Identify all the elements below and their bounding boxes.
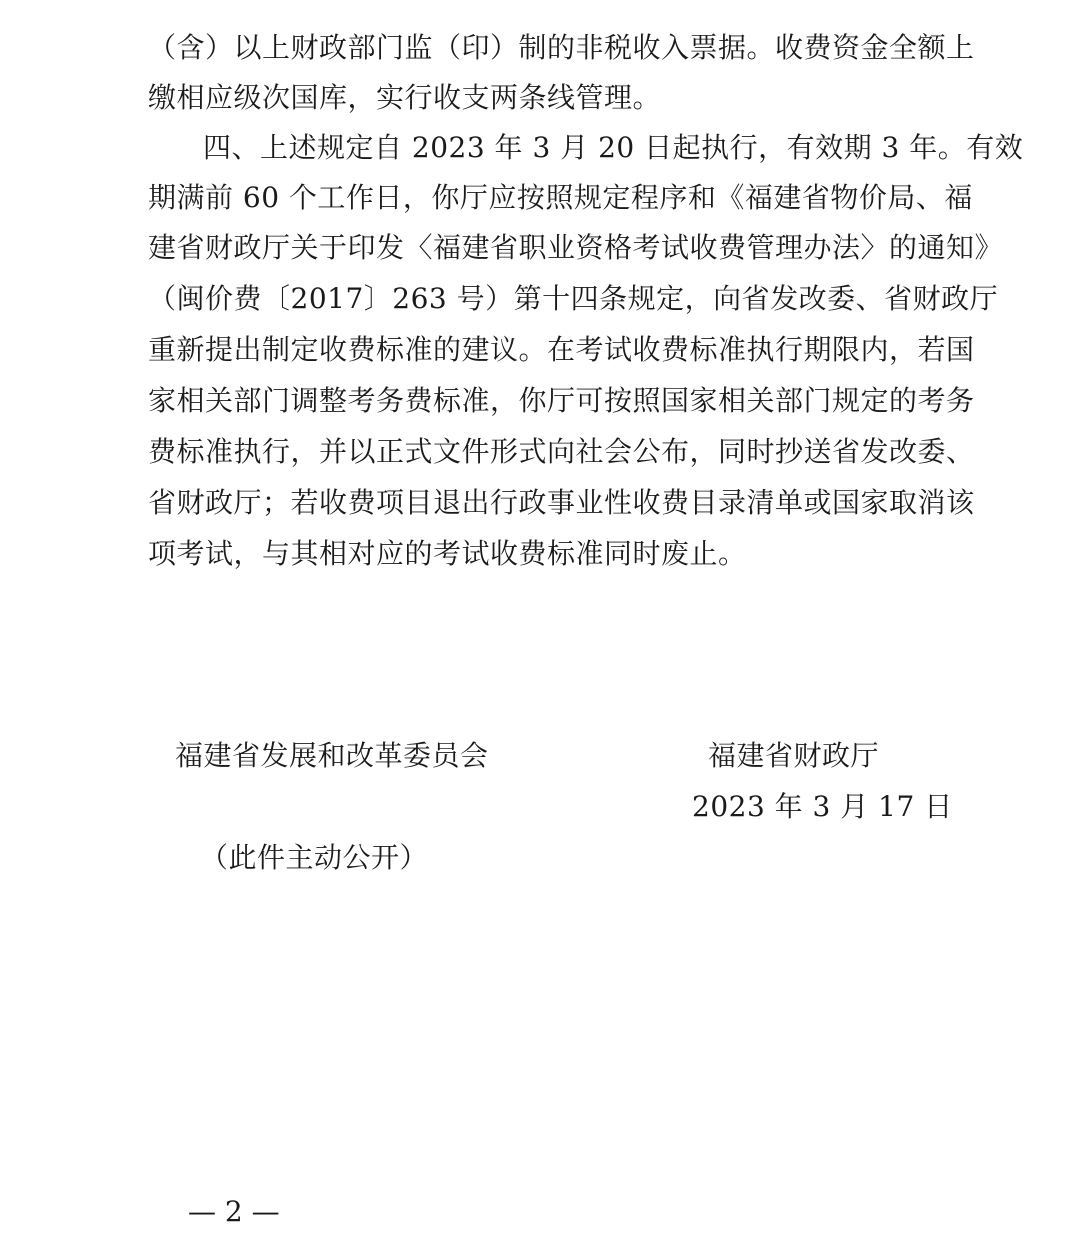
issue-date: 2023 年 3 月 17 日 [692,790,953,823]
page-number: — 2 — [188,1195,280,1228]
issuer-finance-dept: 福建省财政厅 [708,739,880,772]
body-line: 省财政厅；若收费项目退出行政事业性收费目录清单或国家取消该 [148,486,975,519]
body-line: 家相关部门调整考务费标准，你厅可按照国家相关部门规定的考务 [148,384,975,417]
body-line: 期满前 60 个工作日，你厅应按照规定程序和《福建省物价局、福 [148,181,973,214]
issuer-ndrc: 福建省发展和改革委员会 [175,739,489,772]
body-line: 重新提出制定收费标准的建议。在考试收费标准执行期限内，若国 [148,333,975,366]
disclosure-note: （此件主动公开） [200,841,429,874]
body-line: （含）以上财政部门监（印）制的非税收入票据。收费资金全额上 [148,31,975,64]
body-line: 建省财政厅关于印发〈福建省职业资格考试收费管理办法〉的通知》 [148,231,1004,264]
body-line: 费标准执行，并以正式文件形式向社会公布，同时抄送省发改委、 [148,435,975,468]
body-line: 缴相应级次国库，实行收支两条线管理。 [148,81,662,114]
body-line: （闽价费〔2017〕263 号）第十四条规定，向省发改委、省财政厅 [148,282,999,315]
body-line: 项考试，与其相对应的考试收费标准同时废止。 [148,537,747,570]
paragraph-four-start: 四、上述规定自 2023 年 3 月 20 日起执行，有效期 3 年。有效 [203,131,1024,164]
